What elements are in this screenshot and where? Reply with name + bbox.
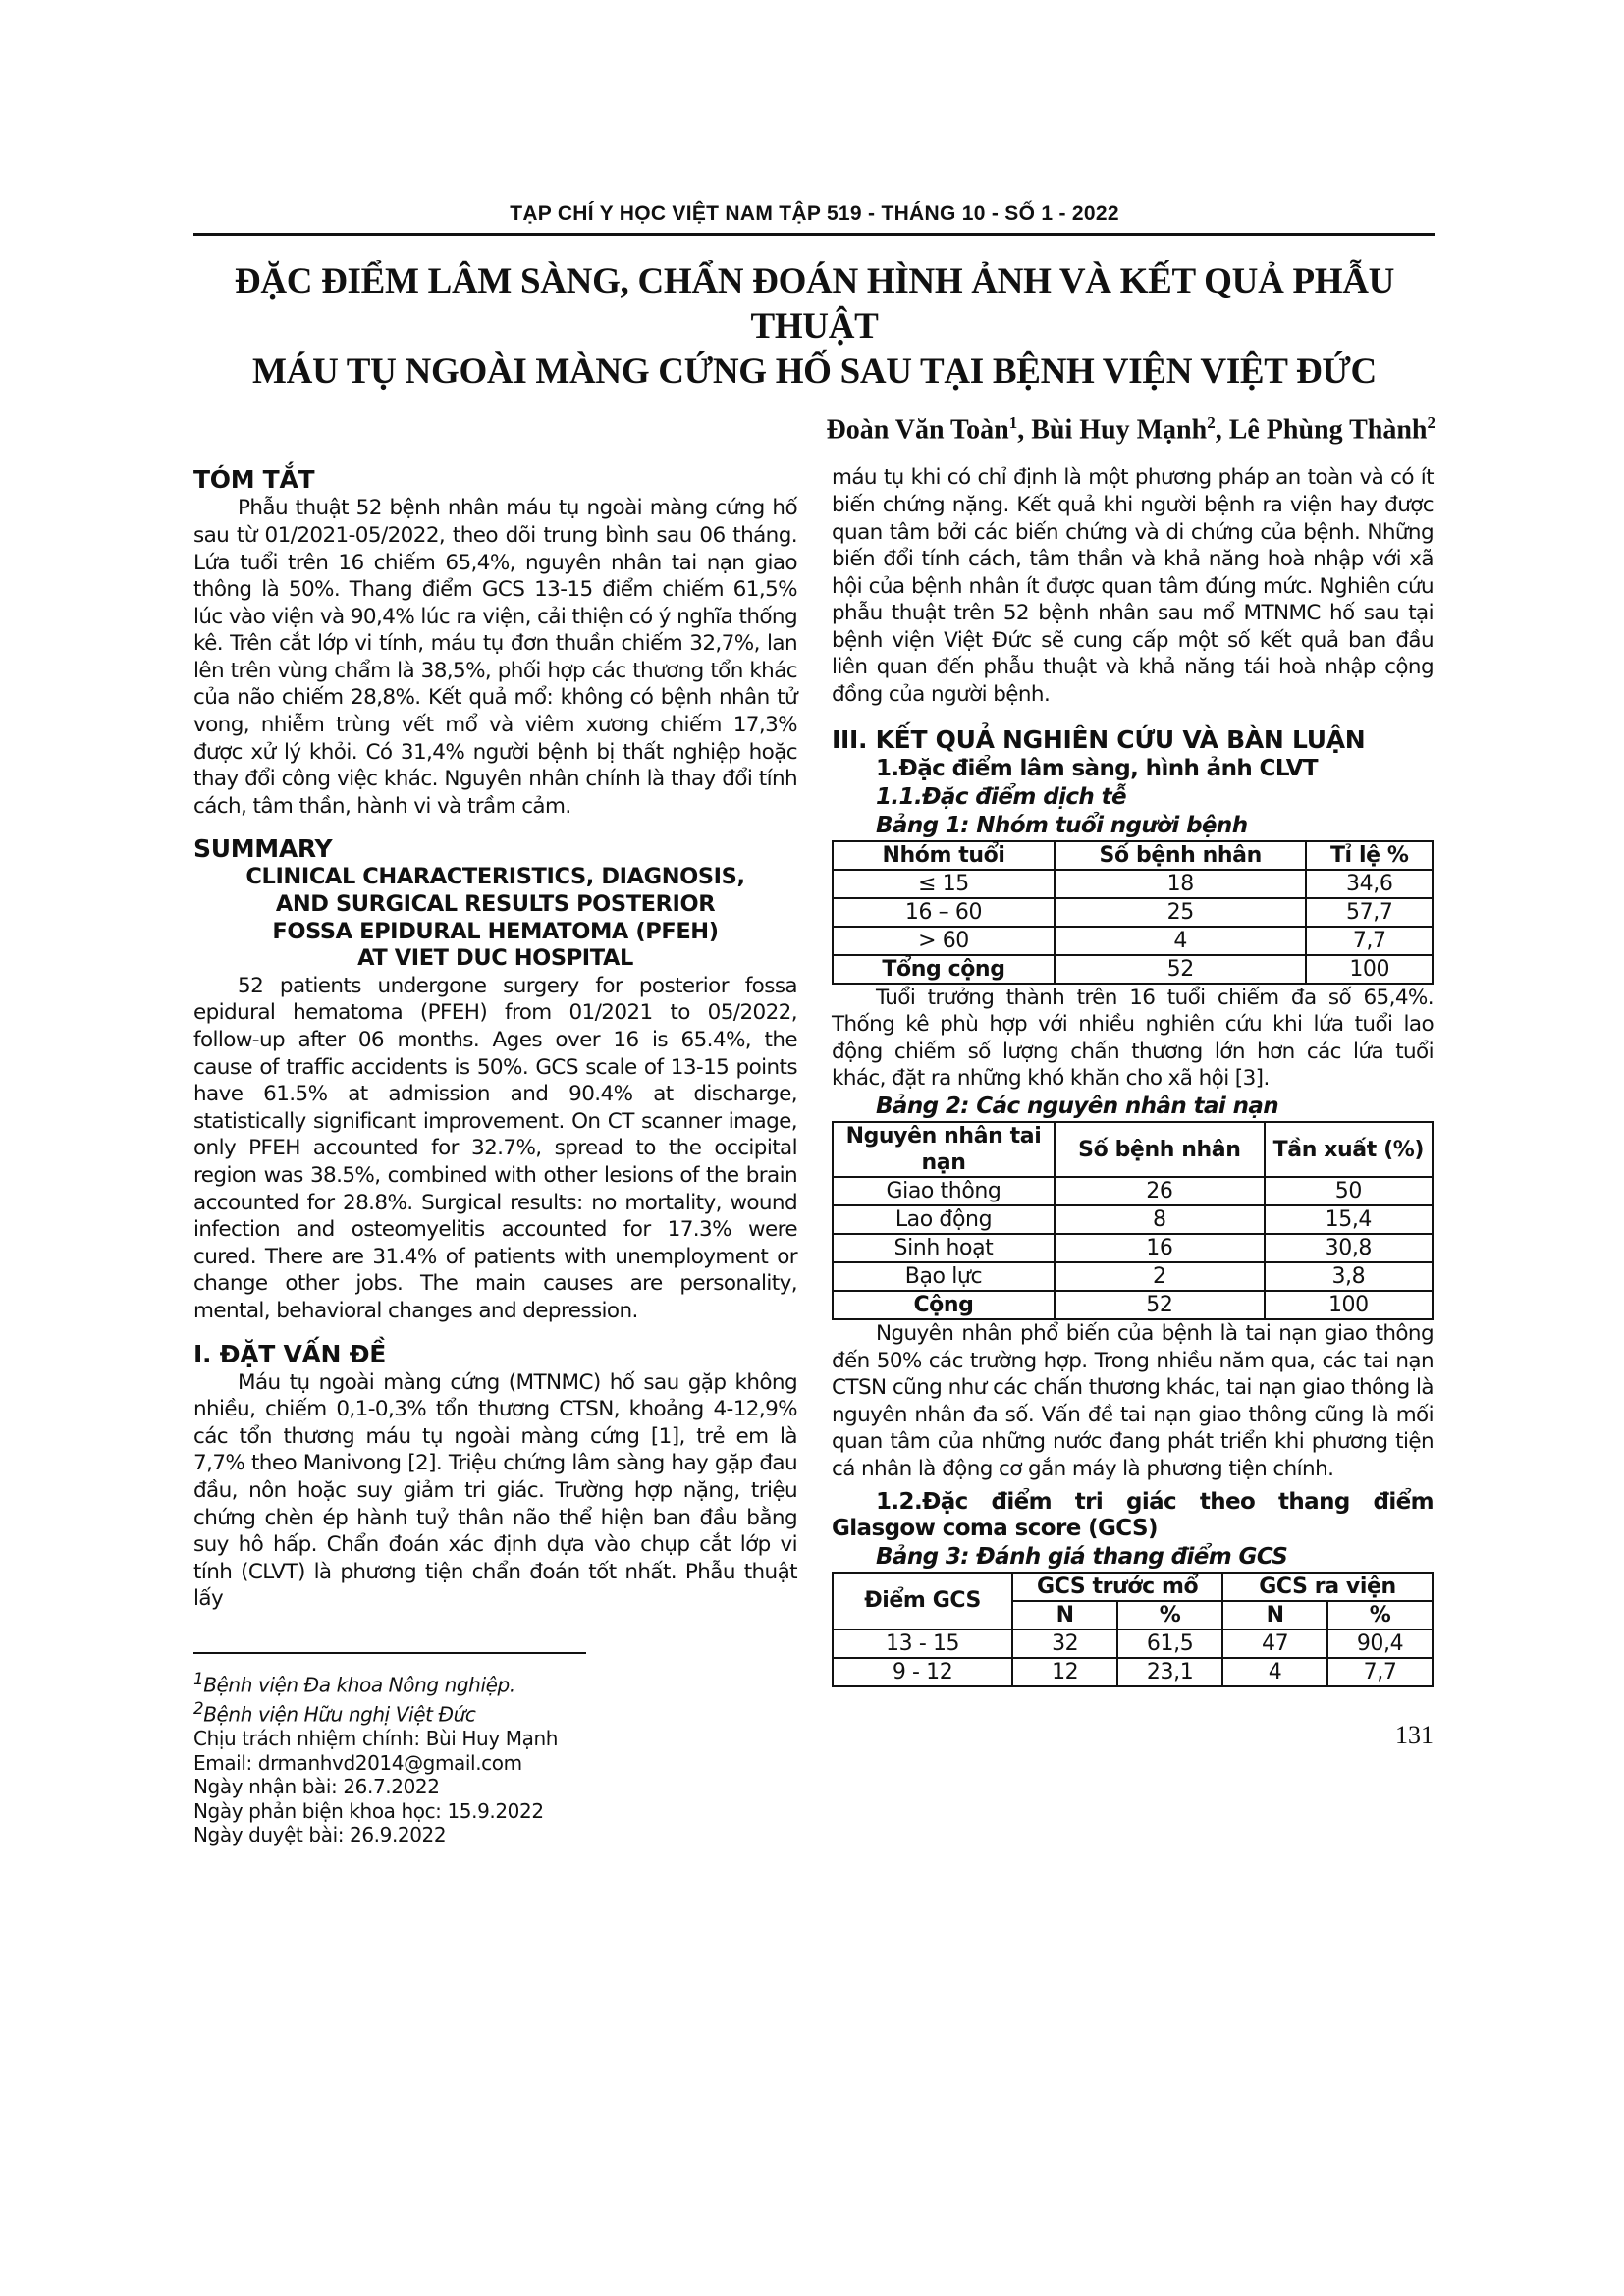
left-column — [193, 464, 797, 1846]
table-header: Nhóm tuổi — [833, 841, 1055, 870]
table-cell: 15,4 — [1265, 1205, 1433, 1234]
table-row — [833, 927, 1433, 955]
date-accepted: Ngày duyệt bài: 26.9.2022 — [193, 1823, 447, 1847]
affiliation-mark: 1 — [1008, 413, 1018, 432]
table-cell: 25 — [1055, 898, 1307, 927]
table-cell: 4 — [1222, 1658, 1327, 1686]
table-cell: Tổng cộng — [833, 955, 1055, 984]
english-title-line: AND SURGICAL RESULTS POSTERIOR — [275, 891, 716, 918]
table-header: Tỉ lệ % — [1306, 841, 1433, 870]
title-line: ĐẶC ĐIỂM LÂM SÀNG, CHẨN ĐOÁN HÌNH ẢNH VÀ KẾT QUẢ PHẪU THUẬT — [234, 261, 1395, 347]
english-title-line: AT VIET DUC HOSPITAL — [357, 945, 633, 972]
table-row — [833, 1658, 1433, 1686]
table-cell: 13 - 15 — [833, 1629, 1012, 1658]
table-cell: 52 — [1055, 1291, 1265, 1319]
table-cell: 34,6 — [1306, 870, 1433, 898]
table-header: N — [1222, 1601, 1327, 1629]
table-cell: 4 — [1055, 927, 1307, 955]
table-row — [833, 870, 1433, 898]
abstract-vi-heading: TÓM TẮT — [193, 465, 315, 495]
right-column — [832, 464, 1434, 1749]
table-cell: 90,4 — [1327, 1629, 1433, 1658]
results-heading: III. KẾT QUẢ NGHIÊN CỨU VÀ BÀN LUẬN — [832, 724, 1366, 754]
abstract-vi-text: Phẫu thuật 52 bệnh nhân máu tụ ngoài màng cứng hố sau từ 01/2021-05/2022, theo dõi trung bình sau 06 tháng. Lứa tuổi trên 16 chiếm 65,4%, nguyên nhân tai nạn giao thông là 50%. Thang điểm GCS 13-15 điểm chiếm 61,5% lúc vào viện và 90,4% lúc ra viện, cải thiện có ý nghĩa thống kê. Trên cắt lớp vi tính, máu tụ đơn thuần chiếm 32,7%, lan lên trên vùng chẩm là 38,5%, phối hợp các thương tổn khác của não chiếm 28,8%. Kết quả mổ: không có bệnh nhân tử vong, nhiễm trùng vết mổ và viêm xương chiếm 17,3% được xử lý khỏi. Có 31,4% người bệnh bị thất nghiệp hoặc thay đổi công việc khác. Nguyên nhân chính là thay đổi tính cách, tâm thần, hành vi và trầm cảm. — [193, 496, 797, 819]
table-cell: 30,8 — [1265, 1234, 1433, 1262]
table-age-groups — [832, 840, 1434, 985]
table-header: Tần xuất (%) — [1265, 1122, 1433, 1177]
english-title-line: CLINICAL CHARACTERISTICS, DIAGNOSIS, — [245, 864, 745, 890]
table-cell: 12 — [1012, 1658, 1117, 1686]
english-title — [193, 864, 797, 972]
author: Bùi Huy Mạnh — [1031, 414, 1208, 446]
table-header: Số bệnh nhân — [1055, 1122, 1265, 1177]
section-1-2-heading: 1.2.Đặc điểm tri giác theo thang điểm Glasgow coma score (GCS) — [832, 1488, 1434, 1542]
table-cell: 7,7 — [1306, 927, 1433, 955]
table-row — [833, 1262, 1433, 1291]
affiliation-1: Bệnh viện Đa khoa Nông nghiệp. — [203, 1673, 515, 1697]
columns — [193, 464, 1435, 1846]
intro-heading: I. ĐẶT VẤN ĐỀ — [193, 1339, 387, 1368]
table-cell: 100 — [1306, 955, 1433, 984]
corresponding-author: Chịu trách nhiệm chính: Bùi Huy Mạnh — [193, 1727, 558, 1751]
footnote-rule — [193, 1652, 586, 1654]
section-1-heading: 1.Đặc điểm lâm sàng, hình ảnh CLVT — [876, 755, 1319, 781]
table-cell: Giao thông — [833, 1177, 1055, 1205]
table-cell: 7,7 — [1327, 1658, 1433, 1686]
table2-caption: Bảng 2: Các nguyên nhân tai nạn — [876, 1094, 1279, 1120]
table-cell: 16 — [1055, 1234, 1265, 1262]
email: Email: drmanhvd2014@gmail.com — [193, 1750, 522, 1775]
table-cell: Sinh hoạt — [833, 1234, 1055, 1262]
intro-continued: máu tụ khi có chỉ định là một phương pháp an toàn và có ít biến chứng nặng. Kết quả khi người bệnh ra viện hay được quan tâm bởi các biến chứng và di chứng của bệnh. Những biến đổi tính cách, tâm thần và khả năng hoà nhập với xã hội của bệnh nhân ít được quan tâm đúng mức. Nghiên cứu phẫu thuật trên 52 bệnh nhân sau mổ MTNMC hố sau tại bệnh viện Việt Đức sẽ cung cấp một số kết quả ban đầu liên quan đến phẫu thuật và khả năng tái hoà nhập cộng đồng của người bệnh. — [832, 465, 1434, 708]
table-cell: 26 — [1055, 1177, 1265, 1205]
table-gcs — [832, 1572, 1434, 1687]
table-cell: 52 — [1055, 955, 1307, 984]
table-total-row — [833, 1291, 1433, 1319]
table-cell: 61,5 — [1117, 1629, 1222, 1658]
article-title — [193, 259, 1435, 395]
table-total-row — [833, 955, 1433, 984]
table-cell: 9 - 12 — [833, 1658, 1012, 1686]
date-received: Ngày nhận bài: 26.7.2022 — [193, 1775, 440, 1799]
table-cell: ≤ 15 — [833, 870, 1055, 898]
table3-caption: Bảng 3: Đánh giá thang điểm GCS — [876, 1543, 1288, 1570]
table-cell: 16 – 60 — [833, 898, 1055, 927]
summary-heading: SUMMARY — [193, 834, 333, 864]
table-cell: Bạo lực — [833, 1262, 1055, 1291]
table-row — [833, 1205, 1433, 1234]
title-line: MÁU TỤ NGOÀI MÀNG CỨNG HỐ SAU TẠI BỆNH VIỆN VIỆT ĐỨC — [252, 351, 1377, 392]
table-cell: 2 — [1055, 1262, 1265, 1291]
table-accident-causes — [832, 1121, 1434, 1320]
age-discussion: Tuổi trưởng thành trên 16 tuổi chiếm đa số 65,4%. Thống kê phù hợp với nhiều nghiên cứu khi lứa tuổi lao động chiếm số lượng chấn thương lớn hơn các lứa tuổi khác, đặt ra những khó khăn cho xã hội [3]. — [832, 985, 1434, 1092]
table-header: Số bệnh nhân — [1055, 841, 1307, 870]
affiliation-mark: 2 — [1427, 413, 1435, 432]
footnotes: $^1$Bệnh viện Đa khoa Nông nghiệp. $^2$Bệnh viện Hữu nghị Việt Đức Chịu trách nhiệm chính: Bùi Huy Mạnh Email: drmanhvd2014@gmail.com Ngày nhận bài: 26.7.2022 Ngày phản biện khoa học: 15.9.2022 Ngày duyệt bài: 26.9.2022 — [193, 1668, 797, 1847]
table-header: Điểm GCS — [833, 1573, 1012, 1629]
table-header: % — [1117, 1601, 1222, 1629]
affiliation-mark: 2 — [1207, 413, 1216, 432]
abstract-en-text: 52 patients undergone surgery for posterior fossa epidural hematoma (PFEH) from 01/2021 to 05/2022, follow-up after 06 months. Ages over 16 is 65.4%, the cause of traffic accidents is 50%. GCS scale of 13-15 points have 61.5% at admission and 90.4% at discharge, statistically significant improvement. On CT scanner image, only PFEH accounted for 32.7%, spread to the occipital region was 38.5%, combined with other lesions of the brain accounted for 28.8%. Surgical results: no mortality, wound infection and osteomyelitis accounted for 17.3% were cured. There are 31.4% of patients with unemployment or change other jobs. The main causes are personality, mental, behavioral changes and depression. — [193, 973, 797, 1323]
table-cell: 23,1 — [1117, 1658, 1222, 1686]
table-header: GCS trước mổ — [1012, 1573, 1222, 1601]
table-cell: 8 — [1055, 1205, 1265, 1234]
table-cell: 57,7 — [1306, 898, 1433, 927]
table-header: GCS ra viện — [1222, 1573, 1433, 1601]
table-cell: 50 — [1265, 1177, 1433, 1205]
header-rule — [193, 233, 1435, 236]
table-cell: 100 — [1265, 1291, 1433, 1319]
table-row — [833, 1234, 1433, 1262]
author: Đoàn Văn Toàn — [826, 414, 1009, 446]
date-reviewed: Ngày phản biện khoa học: 15.9.2022 — [193, 1798, 544, 1823]
english-title-line: FOSSA EPIDURAL HEMATOMA (PFEH) — [272, 918, 719, 944]
cause-discussion: Nguyên nhân phổ biến của bệnh là tai nạn giao thông đến 50% các trường hợp. Trong nhiều năm qua, các tai nạn CTSN cũng như các chấn thương khác, tai nạn giao thông là nguyên nhân đa số. Vấn đề tai nạn giao thông cũng là mối quan tâm của những nước đang phát triển khi phương tiện cá nhân là động cơ gắn máy là phương tiện chính. — [832, 1321, 1434, 1482]
table-cell: 3,8 — [1265, 1262, 1433, 1291]
table-cell: 18 — [1055, 870, 1307, 898]
table-row — [833, 1177, 1433, 1205]
table-cell: 32 — [1012, 1629, 1117, 1658]
table1-caption: Bảng 1: Nhóm tuổi người bệnh — [876, 812, 1248, 838]
affiliation-2: Bệnh viện Hữu nghị Việt Đức — [203, 1702, 476, 1727]
table-row — [833, 898, 1433, 927]
table-header: % — [1327, 1601, 1433, 1629]
table-header: Nguyên nhân tai nạn — [833, 1122, 1055, 1177]
journal-header: TẠP CHÍ Y HỌC VIỆT NAM TẬP 519 - THÁNG 10 - SỐ 1 - 2022 — [510, 202, 1119, 225]
page-number: 131 — [1395, 1720, 1434, 1749]
table-cell: Lao động — [833, 1205, 1055, 1234]
authors: Đoàn Văn Toàn$^1$, Bùi Huy Mạnh$^2$, Lê Phùng Thành$^2$ — [826, 413, 1435, 446]
table-header: N — [1012, 1601, 1117, 1629]
section-1-1-heading: 1.1.Đặc điểm dịch tễ — [876, 783, 1126, 810]
table-cell: 47 — [1222, 1629, 1327, 1658]
table-row — [833, 1629, 1433, 1658]
table-cell: Cộng — [833, 1291, 1055, 1319]
table-cell: > 60 — [833, 927, 1055, 955]
author: Lê Phùng Thành — [1228, 414, 1428, 446]
intro-text: Máu tụ ngoài màng cứng (MTNMC) hố sau gặp không nhiều, chiếm 0,1-0,3% tổn thương CTSN, khoảng 4-12,9% các tổn thương máu tụ ngoài màng cứng [1], trẻ em là 7,7% theo Manivong [2]. Triệu chứng lâm sàng hay gặp đau đầu, nôn hoặc suy giảm tri giác. Trường hợp nặng, triệu chứng chèn ép hành tuỷ thân não thể hiện ban đầu bằng suy hô hấp. Chẩn đoán xác định dựa vào chụp cắt lớp vi tính (CLVT) là phương tiện chẩn đoán tốt nhất. Phẫu thuật lấy — [193, 1369, 797, 1612]
